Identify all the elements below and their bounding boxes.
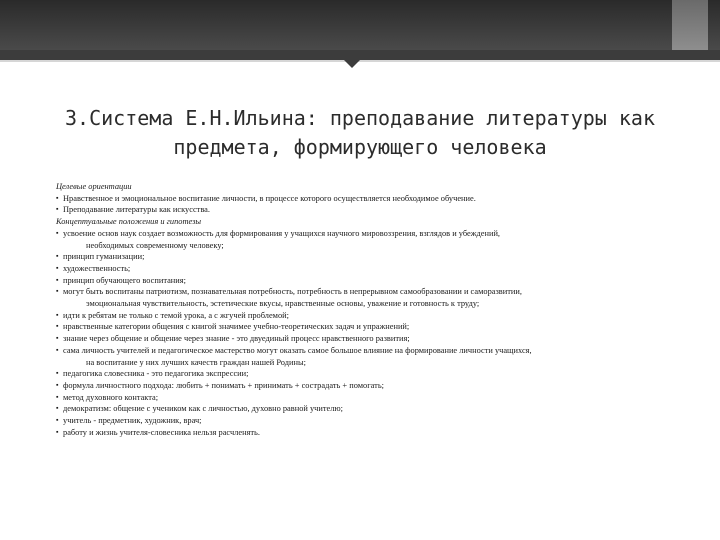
bullet-icon: ▪ [56, 263, 59, 272]
bullet-icon: ▪ [56, 345, 59, 354]
list-item: ▪ педагогика словесника - это педагогика экспрессии; [56, 369, 249, 379]
list-item: ▪ принцип гуманизации; [56, 252, 145, 262]
header-divider [0, 60, 720, 62]
bullet-icon: ▪ [56, 427, 59, 436]
bullet-icon: ▪ [56, 252, 59, 261]
bullet-icon: ▪ [56, 404, 59, 413]
list-item: ▪ принцип обучающего воспитания; [56, 275, 186, 285]
list-item: ▪ работу и жизнь учителя-словесника нельзя расчленять. [56, 427, 260, 437]
bullet-icon: ▪ [56, 193, 59, 202]
title-line-2: предмета, формирующего человека [173, 135, 547, 159]
bullet-icon: ▪ [56, 310, 59, 319]
slide-title [40, 104, 680, 162]
list-item: ▪ формула личностного подхода: любить + понимать + принимать + сострадать + помогать; [56, 380, 384, 390]
slide-body [56, 181, 696, 438]
list-item: ▪ знание через общение и общение через знание - это двуединый процесс нравственного развития; [56, 334, 410, 344]
bullet-icon: ▪ [56, 228, 59, 237]
goals-heading: Целевые ориентации [56, 182, 132, 191]
list-item: ▪ усвоение основ наук создает возможность для формирования у учащихся научного мировоззрения, взглядов и убеждений, [56, 228, 501, 238]
bullet-icon: ▪ [56, 380, 59, 389]
bullet-icon: ▪ [56, 334, 59, 343]
bullet-icon: ▪ [56, 205, 59, 214]
bullet-icon: ▪ [56, 392, 59, 401]
slide-header-band [0, 50, 720, 60]
bullet-icon: ▪ [56, 275, 59, 284]
list-item: ▪ могут быть воспитаны патриотизм, познавательная потребность, потребность в непрерывном самообразовании и саморазвитии, [56, 287, 522, 297]
concept-heading: Концептуальные положения и гипотезы [56, 217, 202, 227]
list-item: ▪ сама личность учителей и педагогическое мастерство могут оказать самое большое влияние на формирование личности учащихся, [56, 345, 532, 355]
list-item-continuation: эмоциональная чувствительность, эстетические вкусы, нравственные основы, уважение и готовность к труду; [86, 299, 480, 309]
list-item-continuation: необходимых современному человеку; [86, 240, 224, 250]
header-accent-block [672, 0, 708, 50]
list-item-continuation: на воспитание у них лучших качеств граждан нашей Родины; [86, 357, 306, 367]
title-line-1: 3.Система Е.Н.Ильина: преподавание литературы как [64, 106, 655, 130]
list-item: ▪ идти к ребятам не только с темой урока, а с жгучей проблемой; [56, 310, 289, 320]
list-item: ▪ учитель - предметник, художник, врач; [56, 416, 202, 426]
list-item: ▪ художественность; [56, 263, 131, 273]
list-item: ▪ Нравственное и эмоциональное воспитание личности, в процессе которого осуществляется необходимое обучение. [56, 193, 476, 203]
list-item: ▪ метод духовного контакта; [56, 392, 159, 402]
slide-header-bar [0, 0, 720, 50]
bullet-icon: ▪ [56, 287, 59, 296]
bullet-icon: ▪ [56, 369, 59, 378]
header-chevron-icon [344, 60, 360, 68]
bullet-icon: ▪ [56, 322, 59, 331]
bullet-icon: ▪ [56, 416, 59, 425]
list-item: ▪ нравственные категории общения с книгой значимее учебно-теоретических задач и упражнений; [56, 322, 410, 332]
list-item: ▪ Преподавание литературы как искусства. [56, 205, 210, 215]
list-item: ▪ демократизм: общение с учеником как с личностью, духовно равной учителю; [56, 404, 343, 414]
